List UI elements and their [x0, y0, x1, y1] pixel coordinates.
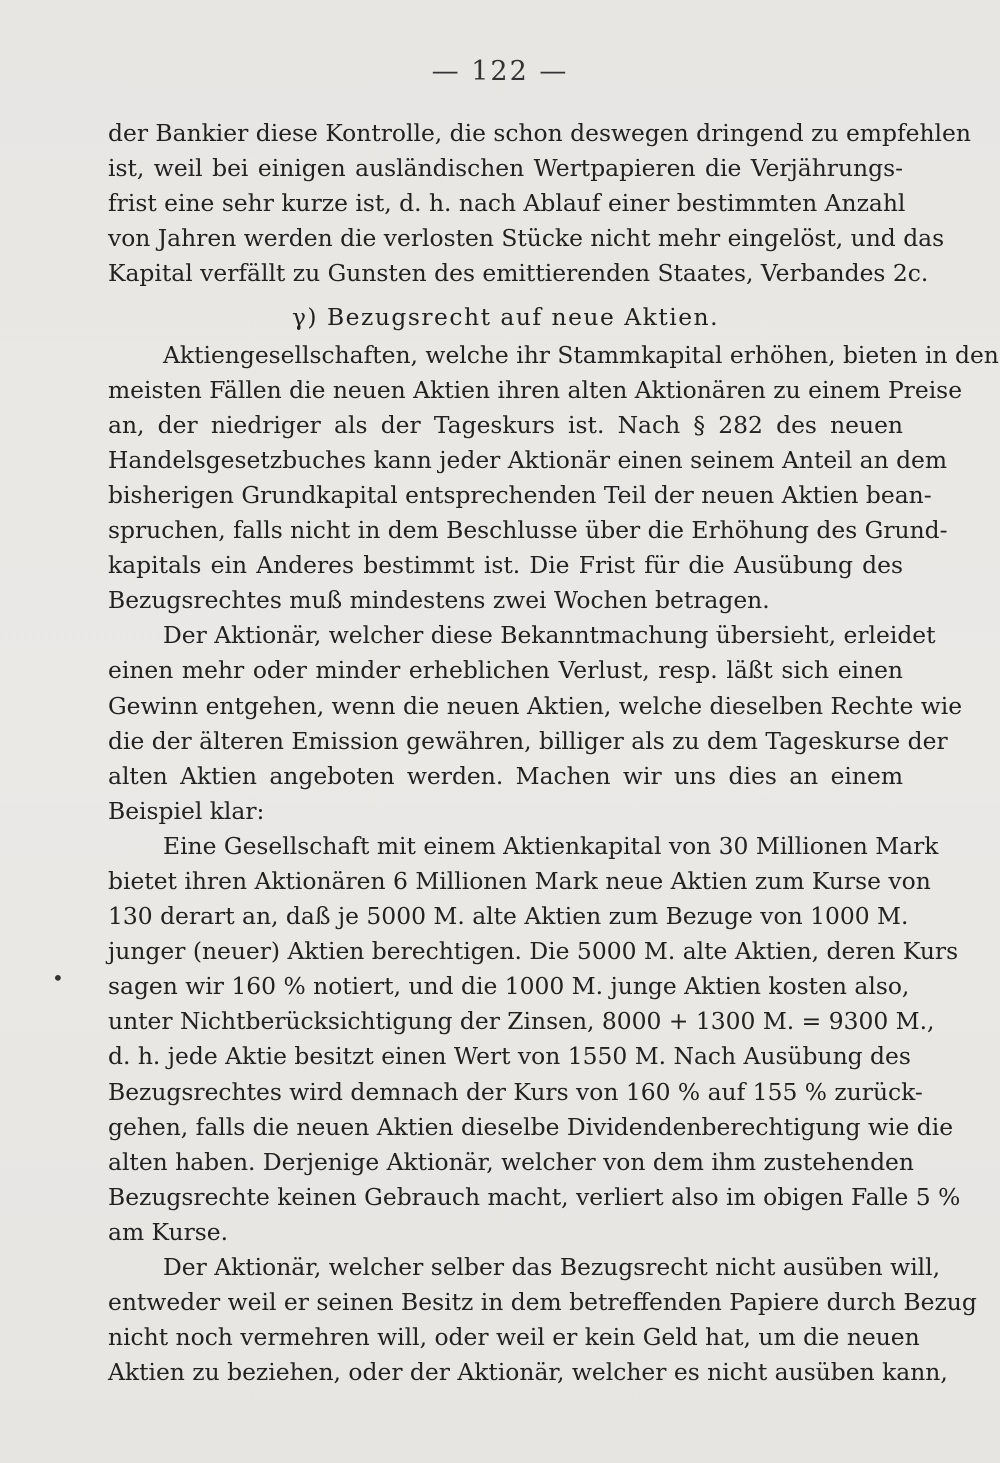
text-line: Eine Gesellschaft mit einem Aktienkapital von 30 Millionen Mark	[163, 831, 939, 860]
text-line: Bezugsrechtes wird demnach der Kurs von 160 % auf 155 % zurück-	[108, 1077, 923, 1106]
page-number: — 122 —	[431, 56, 569, 87]
paragraph	[108, 116, 971, 291]
paragraph	[108, 1250, 977, 1390]
body-text	[108, 116, 999, 1390]
text-line: alten Aktien angeboten werden. Machen wir uns dies an einem	[108, 761, 903, 790]
text-line: der Bankier diese Kontrolle, die schon deswegen dringend zu empfehlen	[108, 119, 971, 147]
paragraph	[108, 618, 963, 829]
text-line: entweder weil er seinen Besitz in dem betreffenden Papiere durch Bezug	[108, 1288, 977, 1317]
text-line: nicht noch vermehren will, oder weil er kein Geld hat, um die neuen	[108, 1323, 920, 1352]
text-line: die der älteren Emission gewähren, billiger als zu dem Tageskurse der	[108, 726, 948, 755]
text-line: sagen wir 160 % notiert, und die 1000 M. junge Aktien kosten also,	[108, 972, 910, 1001]
text-line: meisten Fällen die neuen Aktien ihren alten Aktionären zu einem Preise	[108, 375, 963, 404]
text-line: Handelsgesetzbuches kann jeder Aktionär einen seinem Anteil an dem	[108, 445, 948, 474]
text-line: Beispiel klar:	[108, 796, 265, 825]
text-line: unter Nichtberücksichtigung der Zinsen, 8000 + 1300 M. = 9300 M.,	[108, 1007, 935, 1036]
text-line: Kapital verfällt zu Gunsten des emittierenden Staates, Verbandes 2c.	[108, 259, 929, 288]
text-line: Bezugsrechtes muß mindestens zwei Wochen betragen.	[108, 586, 770, 615]
margin-mark: •	[52, 966, 64, 990]
paragraph	[108, 829, 961, 1250]
text-line: einen mehr oder minder erheblichen Verlust, resp. läßt sich einen	[108, 656, 903, 685]
text-line: Gewinn entgehen, wenn die neuen Aktien, welche dieselben Rechte wie	[108, 691, 963, 720]
text-line: 130 derart an, daß je 5000 M. alte Aktien zum Bezuge von 1000 M.	[108, 902, 909, 931]
text-line: gehen, falls die neuen Aktien dieselbe Dividendenberechtigung wie die	[108, 1112, 954, 1141]
text-line: d. h. jede Aktie besitzt einen Wert von 1550 M. Nach Ausübung des	[108, 1042, 911, 1071]
text-line: Aktien zu beziehen, oder der Aktionär, welcher es nicht ausüben kann,	[108, 1358, 948, 1387]
text-line: am Kurse.	[108, 1217, 229, 1246]
text-line: ist, weil bei einigen ausländischen Wertpapieren die Verjährungs-	[108, 154, 903, 183]
text-line: spruchen, falls nicht in dem Beschlusse über die Erhöhung des Grund-	[108, 516, 948, 545]
text-line: Der Aktionär, welcher diese Bekanntmachung übersieht, erleidet	[163, 621, 936, 650]
section-heading: γ) Bezugsrecht auf neue Aktien.	[291, 303, 720, 332]
text-line: von Jahren werden die verlosten Stücke nicht mehr eingelöst, und das	[108, 224, 945, 253]
text-line: Bezugsrechte keinen Gebrauch macht, verliert also im obigen Falle 5 %	[108, 1182, 961, 1211]
text-line: frist eine sehr kurze ist, d. h. nach Ablauf einer bestimmten Anzahl	[108, 189, 906, 218]
paragraph	[108, 338, 999, 619]
text-line: alten haben. Derjenige Aktionär, welcher von dem ihm zustehenden	[108, 1147, 914, 1176]
text-line: an, der niedriger als der Tageskurs ist. Nach § 282 des neuen	[108, 410, 903, 439]
text-line: bisherigen Grundkapital entsprechenden Teil der neuen Aktien bean-	[108, 480, 932, 509]
text-line: kapitals ein Anderes bestimmt ist. Die Frist für die Ausübung des	[108, 551, 903, 580]
text-line: Aktiengesellschaften, welche ihr Stammkapital erhöhen, bieten in den	[163, 340, 999, 369]
text-line: junger (neuer) Aktien berechtigen. Die 5000 M. alte Aktien, deren Kurs	[108, 937, 959, 966]
text-line: Der Aktionär, welcher selber das Bezugsrecht nicht ausüben will,	[163, 1253, 941, 1281]
text-line: bietet ihren Aktionären 6 Millionen Mark neue Aktien zum Kurse von	[108, 866, 931, 895]
